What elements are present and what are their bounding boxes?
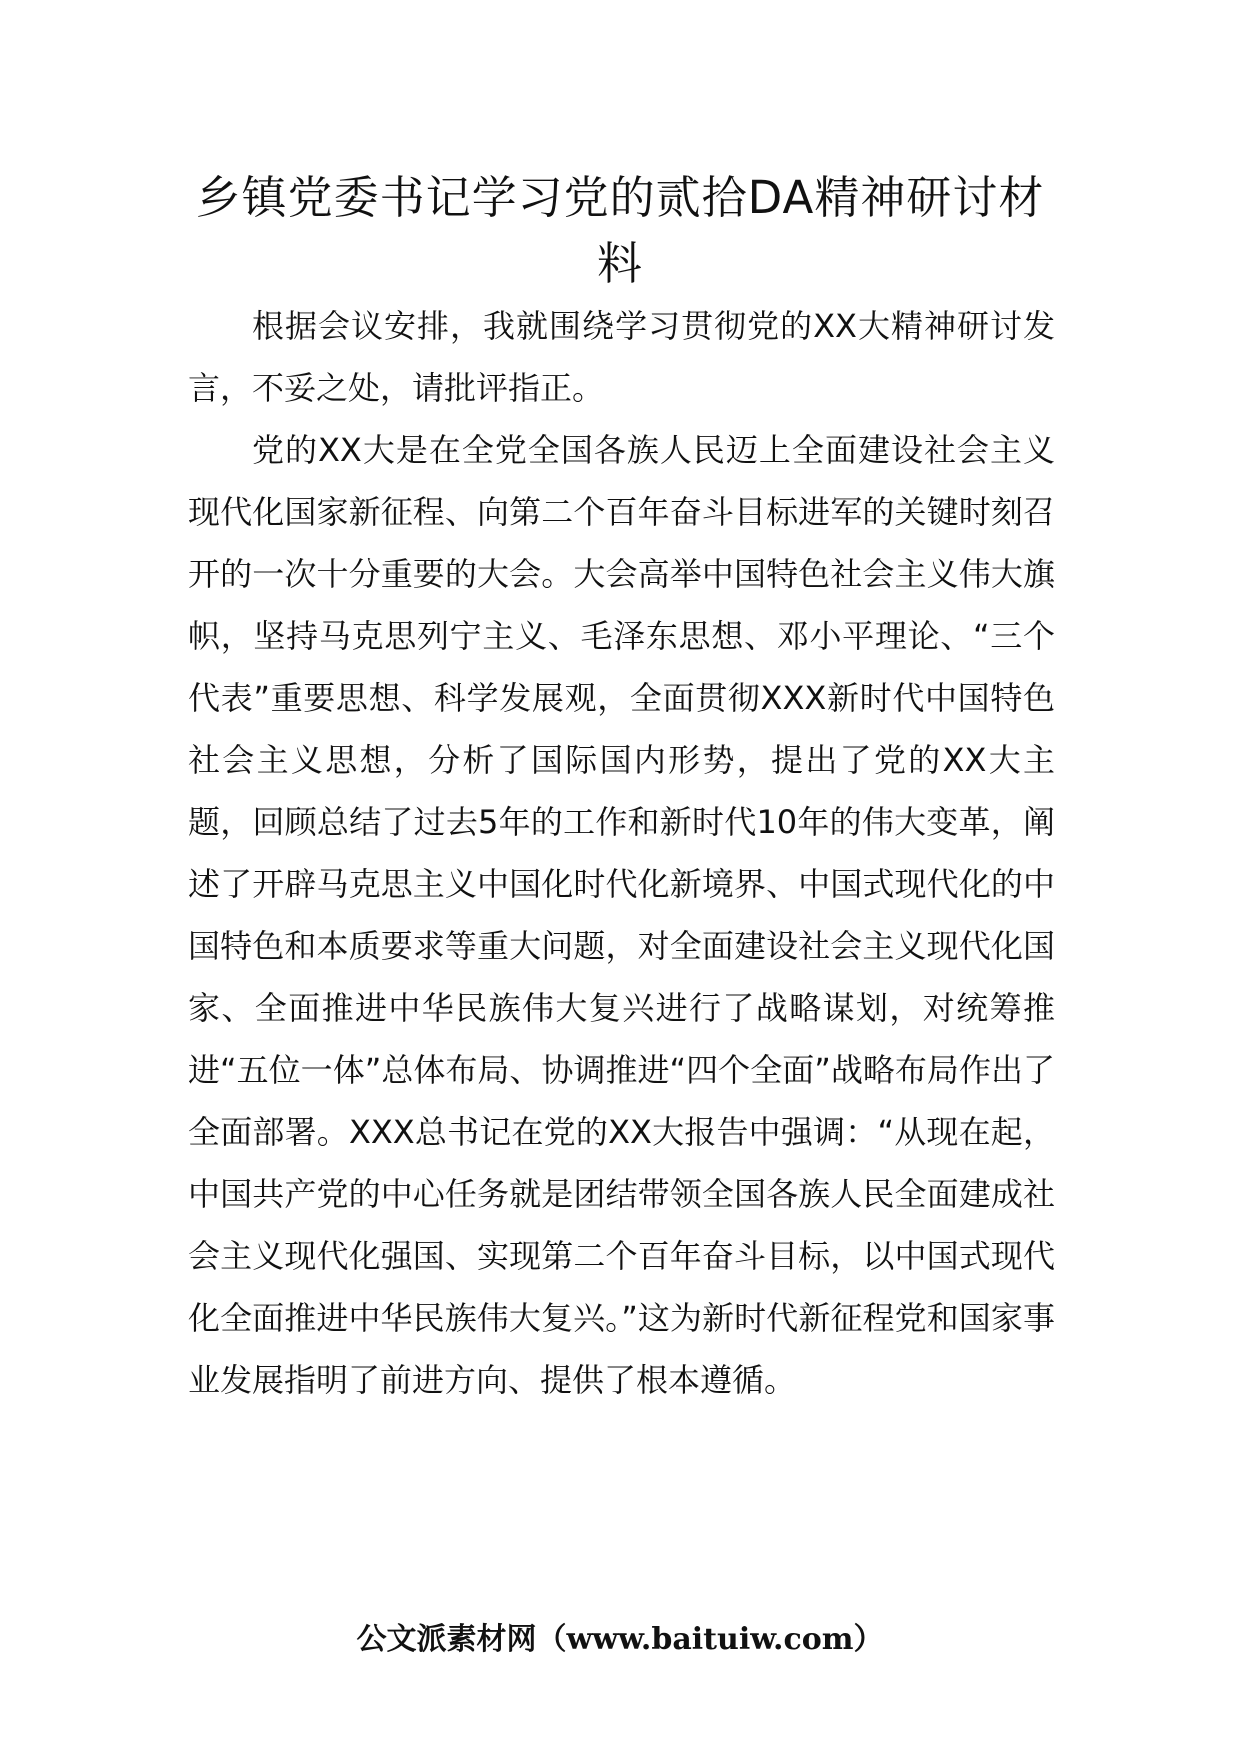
document-body — [188, 295, 1055, 1411]
source-watermark: 公文派素材网（www.baituiw.com） — [356, 1622, 884, 1657]
document-title: 乡镇党委书记学习党的贰拾DA精神研讨材料 — [195, 171, 1045, 290]
paragraph-intro: 根据会议安排，我就围绕学习贯彻党的XX大精神研讨发言，不妥之处，请批评指正。 — [188, 307, 1055, 407]
paragraph-main: 党的XX大是在全党全国各族人民迈上全面建设社会主义现代化国家新征程、向第二个百年奋斗目标进军的关键时刻召开的一次十分重要的大会。大会高举中国特色社会主义伟大旗帜，坚持马克思列宁主义、毛泽东思想、邓小平理论、“三个代表”重要思想、科学发展观，全面贯彻XXX新时代中国特色社会主义思想，分析了国际国内形势，提出了党的XX大主题，回顾总结了过去5年的工作和新时代10年的伟大变革，阐述了开辟马克思主义中国化时代化新境界、中国式现代化的中国特色和本质要求等重大问题，对全面建设社会主义现代化国家、全面推进中华民族伟大复兴进行了战略谋划，对统筹推进“五位一体”总体布局、协调推进“四个全面”战略布局作出了全面部署。XXX总书记在党的XX大报告中强调：“从现在起，中国共产党的中心任务就是团结带领全国各族人民全面建成社会主义现代化强国、实现第二个百年奋斗目标，以中国式现代化全面推进中华民族伟大复兴。”这为新时代新征程党和国家事业发展指明了前进方向、提供了根本遵循。 — [188, 431, 1055, 1399]
